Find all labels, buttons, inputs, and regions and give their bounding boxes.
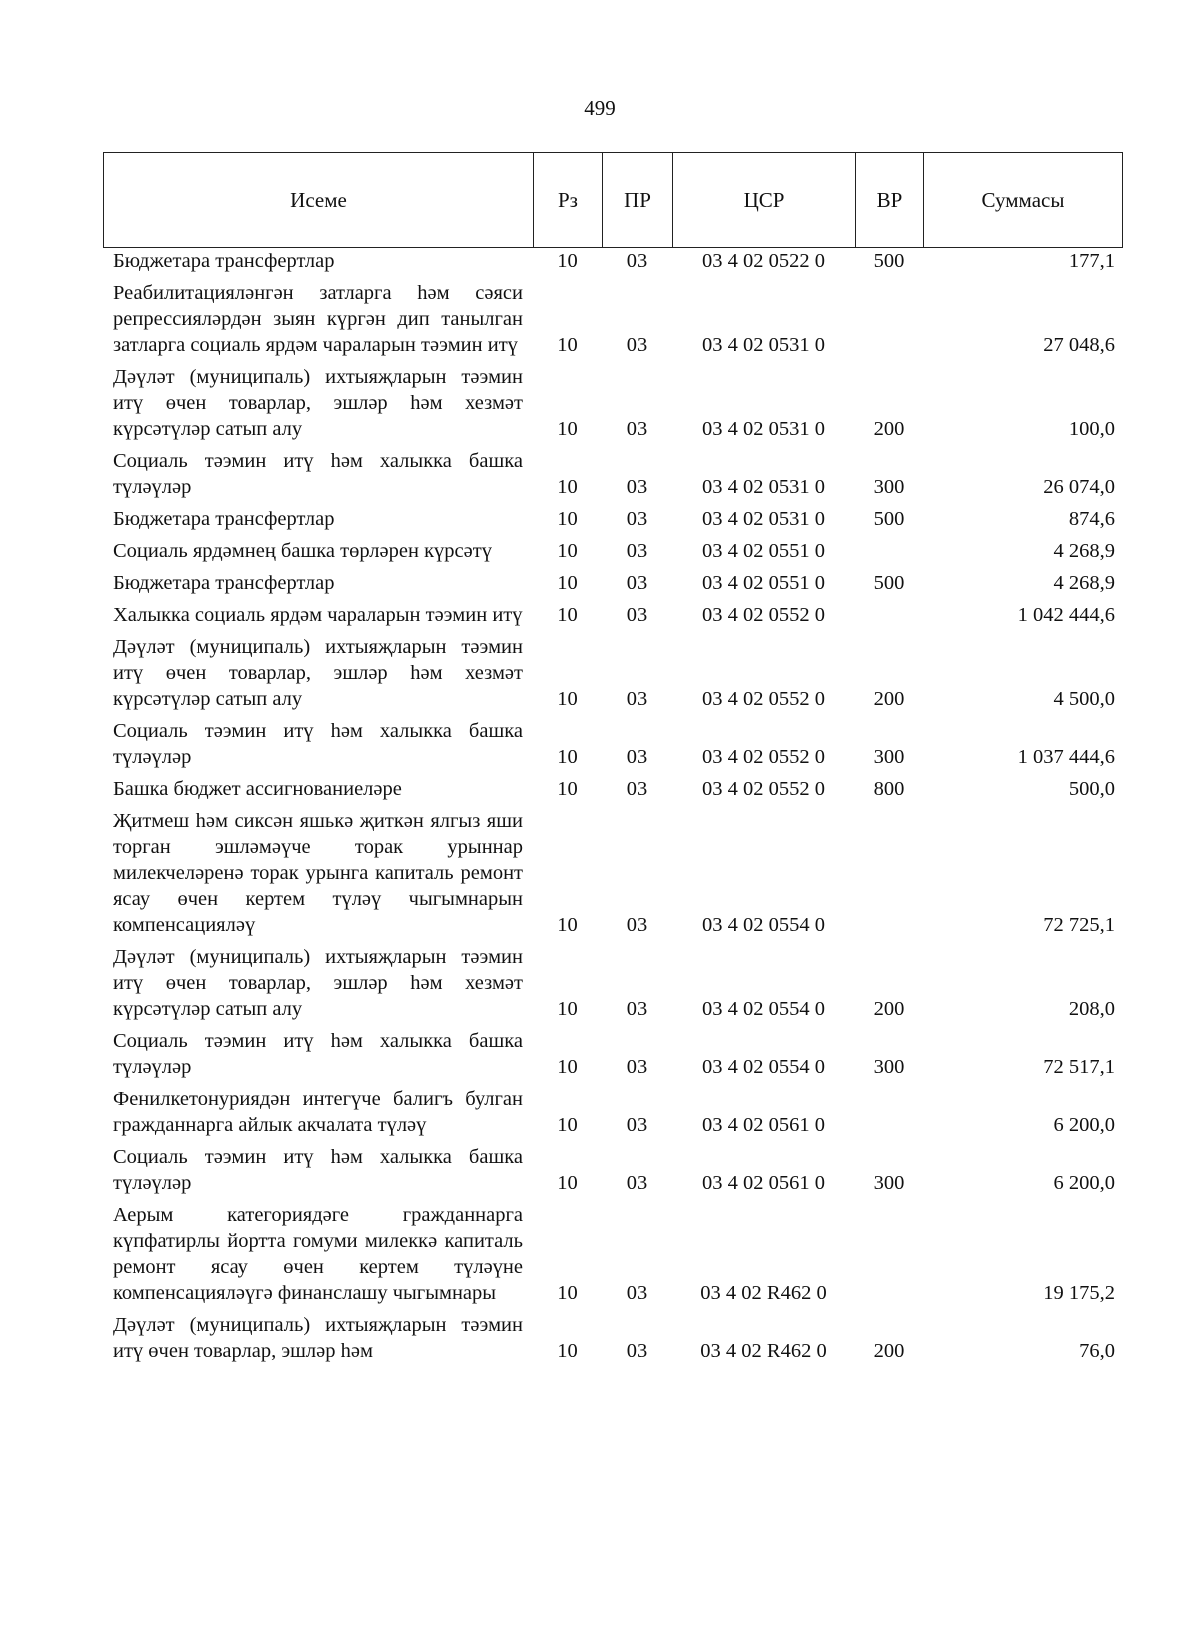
- table-row: [103, 567, 1123, 599]
- row-sum: 6 200,0: [1053, 1172, 1115, 1194]
- row-sum: 874,6: [1068, 508, 1115, 530]
- row-sum: 26 074,0: [1043, 476, 1115, 498]
- table-row: [103, 1141, 1123, 1199]
- row-name: Социаль тәэмин итү һәм халыкка башка түләүләр: [113, 450, 523, 498]
- table-row: [103, 445, 1123, 503]
- header-rz: Рз: [534, 153, 603, 247]
- row-sum: 1 042 444,6: [1017, 604, 1115, 626]
- row-vr: 300: [873, 476, 905, 498]
- row-sum: 100,0: [1068, 418, 1115, 440]
- row-rz: 10: [557, 604, 578, 626]
- row-csr: 03 4 02 0552 0: [702, 778, 825, 800]
- row-name: Аерым категориядәге гражданнарга күпфатирлы йортта гомуми милеккә капиталь ремонт ясау өчен кертем түләүне компенсацияләүгә финанслашу чыгымнары: [113, 1204, 523, 1304]
- row-rz: 10: [557, 334, 578, 356]
- row-rz: 10: [557, 746, 578, 768]
- row-vr: 300: [873, 746, 905, 768]
- row-name: Бюджетара трансфертлар: [113, 250, 335, 272]
- row-rz: 10: [557, 1056, 578, 1078]
- row-vr: 200: [873, 1340, 905, 1362]
- table-row: [103, 535, 1123, 567]
- row-rz: 10: [557, 688, 578, 710]
- row-sum: 4 500,0: [1053, 688, 1115, 710]
- row-pr: 03: [626, 476, 648, 498]
- row-pr: 03: [626, 1282, 648, 1304]
- row-pr: 03: [626, 540, 648, 562]
- row-sum: 208,0: [1068, 998, 1115, 1020]
- row-sum: 76,0: [1079, 1340, 1115, 1362]
- row-rz: 10: [557, 998, 578, 1020]
- row-sum: 6 200,0: [1053, 1114, 1115, 1136]
- row-rz: 10: [557, 1172, 578, 1194]
- row-sum: 19 175,2: [1043, 1282, 1115, 1304]
- table-row: [103, 248, 1123, 277]
- row-pr: 03: [626, 1172, 648, 1194]
- row-pr: 03: [626, 418, 648, 440]
- row-vr: 200: [873, 998, 905, 1020]
- row-csr: 03 4 02 0552 0: [702, 688, 825, 710]
- row-pr: 03: [626, 688, 648, 710]
- row-name: Социаль ярдәмнең башка төрләрен күрсәтү: [113, 540, 492, 562]
- row-pr: 03: [626, 914, 648, 936]
- table-row: [103, 941, 1123, 1025]
- row-sum: 72 725,1: [1043, 914, 1115, 936]
- row-pr: 03: [626, 1340, 648, 1362]
- row-sum: 1 037 444,6: [1017, 746, 1115, 768]
- row-rz: 10: [557, 1114, 578, 1136]
- row-name: Дәүләт (муниципаль) ихтыяҗларын тәэмин итү өчен товарлар, эшләр һәм хезмәт күрсәтүләр сатып алу: [113, 636, 523, 710]
- row-rz: 10: [557, 476, 578, 498]
- row-pr: 03: [626, 778, 648, 800]
- row-csr: 03 4 02 0552 0: [702, 604, 825, 626]
- row-csr: 03 4 02 0551 0: [702, 572, 825, 594]
- row-csr: 03 4 02 0561 0: [702, 1172, 825, 1194]
- row-name: Социаль тәэмин итү һәм халыкка башка түләүләр: [113, 720, 523, 768]
- row-name: Реабилитацияләнгән затларга һәм сәяси репрессияләрдән зыян күргән дип танылган затларга социаль ярдәм чараларын тәэмин итү: [113, 282, 523, 356]
- row-csr: 03 4 02 0552 0: [702, 746, 825, 768]
- row-rz: 10: [557, 778, 578, 800]
- header-sum: Суммасы: [981, 187, 1065, 212]
- row-name: Халыкка социаль ярдәм чараларын тәэмин итү: [113, 604, 523, 626]
- row-pr: 03: [626, 746, 648, 768]
- row-rz: 10: [557, 1340, 578, 1362]
- table-row: [103, 277, 1123, 361]
- header-csr: ЦСР: [673, 153, 856, 247]
- row-rz: 10: [557, 540, 578, 562]
- row-sum: 500,0: [1068, 778, 1115, 800]
- row-csr: 03 4 02 R462 0: [700, 1282, 827, 1304]
- row-csr: 03 4 02 0561 0: [702, 1114, 825, 1136]
- table-row: [103, 599, 1123, 631]
- table-row: [103, 631, 1123, 715]
- table-row: [103, 1025, 1123, 1083]
- table-row: [103, 773, 1123, 805]
- row-pr: 03: [626, 508, 648, 530]
- row-sum: 4 268,9: [1053, 572, 1115, 594]
- row-name: Дәүләт (муниципаль) ихтыяҗларын тәэмин итү өчен товарлар, эшләр һәм хезмәт күрсәтүләр сатып алу: [113, 946, 523, 1020]
- row-name: Социаль тәэмин итү һәм халыкка башка түләүләр: [113, 1030, 523, 1078]
- row-csr: 03 4 02 R462 0: [700, 1340, 827, 1362]
- row-vr: 200: [873, 418, 905, 440]
- row-pr: 03: [626, 250, 648, 272]
- row-vr: 300: [873, 1056, 905, 1078]
- row-rz: 10: [557, 250, 578, 272]
- row-rz: 10: [557, 914, 578, 936]
- table-header: [103, 152, 1123, 248]
- table-row: [103, 503, 1123, 535]
- row-name: Дәүләт (муниципаль) ихтыяҗларын тәэмин итү өчен товарлар, эшләр һәм: [113, 1314, 523, 1362]
- row-rz: 10: [557, 418, 578, 440]
- row-csr: 03 4 02 0531 0: [702, 334, 825, 356]
- table-row: [103, 1309, 1123, 1367]
- row-vr: 500: [873, 250, 905, 272]
- row-sum: 4 268,9: [1053, 540, 1115, 562]
- table-body: [103, 248, 1123, 1367]
- row-pr: 03: [626, 998, 648, 1020]
- row-name: Фенилкетонуриядән интегүче балигъ булган гражданнарга айлык акчалата түләү: [113, 1088, 523, 1136]
- row-csr: 03 4 02 0551 0: [702, 540, 825, 562]
- row-rz: 10: [557, 572, 578, 594]
- row-csr: 03 4 02 0554 0: [702, 998, 825, 1020]
- row-sum: 27 048,6: [1043, 334, 1115, 356]
- row-vr: 500: [873, 508, 905, 530]
- header-pr: ПР: [603, 153, 673, 247]
- table-row: [103, 715, 1123, 773]
- row-pr: 03: [626, 604, 648, 626]
- row-csr: 03 4 02 0531 0: [702, 418, 825, 440]
- row-sum: 72 517,1: [1043, 1056, 1115, 1078]
- row-sum: 177,1: [1068, 250, 1115, 272]
- row-name: Башка бюджет ассигнованиеләре: [113, 778, 402, 800]
- row-csr: 03 4 02 0531 0: [702, 476, 825, 498]
- table-row: [103, 1199, 1123, 1309]
- row-name: Дәүләт (муниципаль) ихтыяҗларын тәэмин итү өчен товарлар, эшләр һәм хезмәт күрсәтүләр сатып алу: [113, 366, 523, 440]
- row-name: Бюджетара трансфертлар: [113, 508, 335, 530]
- row-pr: 03: [626, 1056, 648, 1078]
- row-csr: 03 4 02 0554 0: [702, 914, 825, 936]
- row-vr: 200: [873, 688, 905, 710]
- row-rz: 10: [557, 508, 578, 530]
- row-pr: 03: [626, 334, 648, 356]
- header-vr: ВР: [856, 153, 924, 247]
- row-pr: 03: [626, 572, 648, 594]
- table-row: [103, 805, 1123, 941]
- row-rz: 10: [557, 1282, 578, 1304]
- page-number: 499: [584, 96, 616, 120]
- row-vr: 500: [873, 572, 905, 594]
- row-name: Бюджетара трансфертлар: [113, 572, 335, 594]
- row-name: Җитмеш һәм сиксән яшькә җиткән ялгыз яши торган эшләмәүче торак урыннар милекчеләренә торак урынга капиталь ремонт ясау өчен кертем түләү чыгымнарын компенсацияләү: [113, 810, 523, 936]
- table-row: [103, 361, 1123, 445]
- row-csr: 03 4 02 0522 0: [702, 250, 825, 272]
- row-name: Социаль тәэмин итү һәм халыкка башка түләүләр: [113, 1146, 523, 1194]
- row-csr: 03 4 02 0554 0: [702, 1056, 825, 1078]
- row-vr: 800: [873, 778, 905, 800]
- header-name: Исеме: [104, 153, 534, 247]
- table-row: [103, 1083, 1123, 1141]
- row-pr: 03: [626, 1114, 648, 1136]
- row-csr: 03 4 02 0531 0: [702, 508, 825, 530]
- row-vr: 300: [873, 1172, 905, 1194]
